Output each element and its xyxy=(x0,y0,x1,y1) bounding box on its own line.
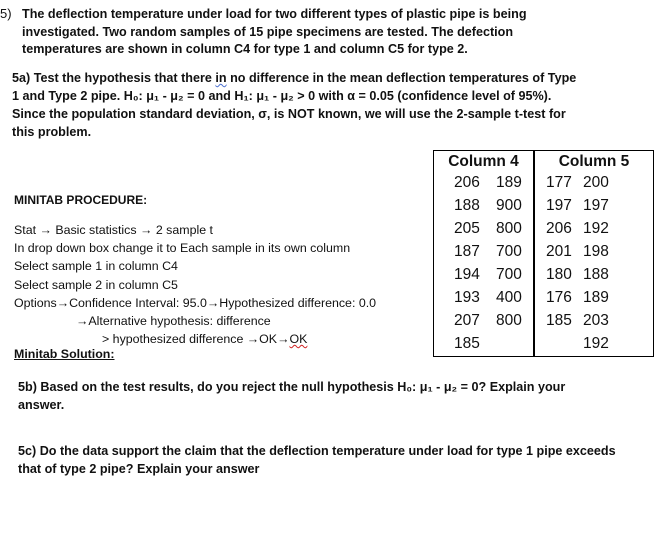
column-5-value: 176 xyxy=(546,289,572,306)
part-a-line-2: 1 and Type 2 pipe. H₀: μ₁ - μ₂ = 0 and H₁: μ₁ - μ₂ > 0 with α = 0.05 (confidence level of 95%). xyxy=(12,89,552,103)
column-4-value: 193 xyxy=(454,289,480,306)
procedure-step-7-text: > hypothesized difference →OK→ xyxy=(102,332,290,347)
part-c-text: 5c) Do the data support the claim that the deflection temperature under load for type 1 pipe exceeds that of type 2 pipe? Explain your answer xyxy=(18,444,616,476)
column-4-value: 189 xyxy=(496,174,522,191)
column-5-value: 206 xyxy=(546,220,572,237)
column-5-value: 201 xyxy=(546,243,572,260)
procedure-title: MINITAB PROCEDURE: xyxy=(14,193,148,207)
column-5-row xyxy=(535,263,653,286)
column-4-table xyxy=(433,150,534,357)
column-5-value: 188 xyxy=(583,266,609,283)
part-a-line-1-pre: 5a) Test the hypothesis that there xyxy=(12,71,216,85)
part-a-typo-in: in xyxy=(215,71,227,85)
column-5-row xyxy=(535,217,653,240)
column-5-row xyxy=(535,171,653,194)
column-4-header: Column 4 xyxy=(448,153,519,170)
column-5-table xyxy=(534,150,654,357)
column-4-row xyxy=(434,286,533,309)
column-4-row xyxy=(434,194,533,217)
part-a-line-1-post: no difference in the mean deflection temperatures of Type xyxy=(226,71,577,85)
column-5-value: 197 xyxy=(583,197,609,214)
column-4-value: 188 xyxy=(454,197,480,214)
column-4-value: 206 xyxy=(454,174,480,191)
column-5-value: 203 xyxy=(583,312,609,329)
column-4-row xyxy=(434,217,533,240)
procedure-step-2: In drop down box change it to Each sample in its own column xyxy=(14,241,351,256)
column-4-value: 900 xyxy=(496,197,522,214)
procedure-step-5: Options→Confidence Interval: 95.0→Hypothesized difference: 0.0 xyxy=(14,295,377,310)
column-5-value: 192 xyxy=(583,220,609,237)
problem-intro: The deflection temperature under load for two different types of plastic pipe is being investigated. Two random samples of 15 pipe specimens are tested. The defection temperatures are shown in column C4 for type 1 and column C5 for type 2. xyxy=(22,7,527,56)
column-5-header: Column 5 xyxy=(558,153,630,170)
column-4-value: 194 xyxy=(454,266,480,283)
part-b-text: 5b) Based on the test results, do you reject the null hypothesis H₀: μ₁ - μ₂ = 0? Explain your answer. xyxy=(18,380,566,412)
column-5-value: 189 xyxy=(583,289,609,306)
part-a-line-4: this problem. xyxy=(12,125,92,139)
part-a-line-1 xyxy=(12,69,612,87)
column-5-value: 185 xyxy=(546,312,572,329)
procedure-step-3: Select sample 1 in column C4 xyxy=(14,259,178,274)
column-4-row xyxy=(434,171,533,194)
column-5-row xyxy=(535,332,653,355)
part-a-text xyxy=(12,69,612,141)
column-4-value: 185 xyxy=(454,335,480,352)
column-5-row xyxy=(535,309,653,332)
column-4-row xyxy=(434,263,533,286)
column-5-value: 192 xyxy=(583,335,609,352)
procedure-step-6: →Alternative hypothesis: difference xyxy=(76,314,271,329)
procedure-step-7-ok: OK xyxy=(289,332,308,347)
question-number: 5) xyxy=(0,6,12,21)
column-4-row xyxy=(434,240,533,263)
column-5-value: 200 xyxy=(583,174,609,191)
column-4-value: 205 xyxy=(454,220,480,237)
column-4-values xyxy=(434,171,533,355)
procedure-steps xyxy=(14,221,376,348)
column-5-value: 198 xyxy=(583,243,609,260)
column-5-row xyxy=(535,286,653,309)
column-5-value: 197 xyxy=(546,197,572,214)
column-4-value: 400 xyxy=(496,289,522,306)
column-4-value: 700 xyxy=(496,243,522,260)
column-4-value: 800 xyxy=(496,312,522,329)
procedure-step-7 xyxy=(14,330,376,348)
column-5-value: 180 xyxy=(546,266,572,283)
part-a-line-3: Since the population standard deviation, σ, is NOT known, we will use the 2-sample t-test for xyxy=(12,107,566,121)
column-5-value: 177 xyxy=(546,174,572,191)
column-5-values xyxy=(535,171,653,355)
column-5-row xyxy=(535,240,653,263)
column-4-value: 800 xyxy=(496,220,522,237)
procedure-step-1: Stat → Basic statistics → 2 sample t xyxy=(14,223,214,237)
column-4-row xyxy=(434,332,533,355)
minitab-solution-label: Minitab Solution: xyxy=(14,347,115,361)
procedure-step-4: Select sample 2 in column C5 xyxy=(14,277,178,292)
column-4-value: 207 xyxy=(454,312,480,329)
column-4-value: 700 xyxy=(496,266,522,283)
column-4-row xyxy=(434,309,533,332)
column-5-row xyxy=(535,194,653,217)
column-4-value: 187 xyxy=(454,243,480,260)
